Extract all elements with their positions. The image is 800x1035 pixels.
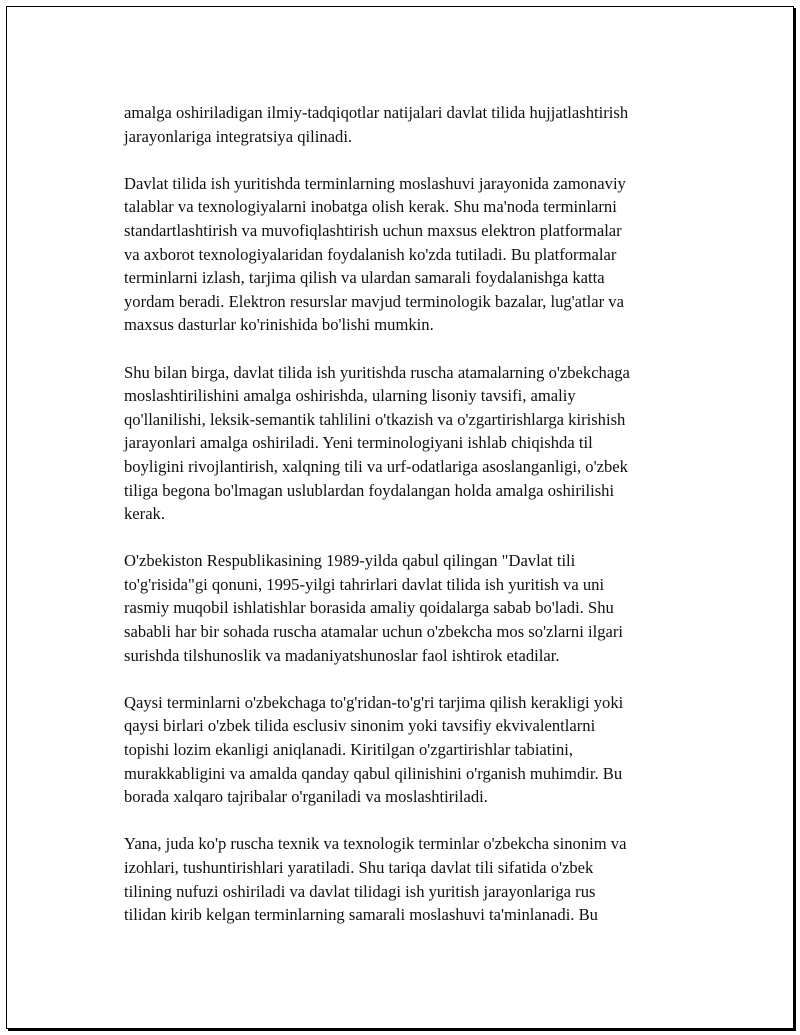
paragraph-6: Yana, juda ko'p ruscha texnik va texnologik terminlar o'zbekcha sinonim va izohlari, tushuntirishlari yaratiladi. Shu tariqa davlat tili sifatida o'zbek tilining nufuzi oshiriladi va davlat tilidagi ish yuritish jarayonlariga rus tilidan kirib kelgan terminlarning samarali moslashuvi ta'minlanadi. Bu [124,834,627,925]
paragraph-4: O'zbekiston Respublikasining 1989-yilda qabul qilingan "Davlat tili to'g'risida"gi qonuni, 1995-yilgi tahrirlari davlat tilida ish yuritish va uni rasmiy muqobil ishlatishlar borasida amaliy qoidalarga sabab bo'ladi. Shu sababli har bir sohada ruscha atamalar uchun o'zbekcha mos so'zlarni ilgari surishda tilshunoslik va madaniyatshunoslar faol ishtirok etadilar. [124,551,623,665]
paragraph-3: Shu bilan birga, davlat tilida ish yuritishda ruscha atamalarning o'zbekchaga moslashtirilishini amalga oshirishda, ularning lisoniy tavsifi, amaliy qo'llanilishi, leksik-semantik tahlilini o'tkazish va o'zgartirishlarga kirishish jarayonlari amalga oshiriladi. Yeni terminologiyani ishlab chiqishda til boyligini rivojlantirish, xalqning tili va urf-odatlariga asoslanganligi, o'zbek tiliga begona bo'lmagan uslublardan foydalangan holda amalga oshirilishi kerak. [124,362,630,524]
page-frame [6,6,794,1029]
document-body [124,101,699,927]
paragraph-1: amalga oshiriladigan ilmiy-tadqiqotlar natijalari davlat tilida hujjatlashtirish jarayonlariga integratsiya qilinadi. [124,103,629,146]
paragraph-2: Davlat tilida ish yuritishda terminlarning moslashuvi jarayonida zamonaviy talablar va texnologiyalarni inobatga olish kerak. Shu ma'noda terminlarni standartlashtirish va muvofiqlashtirish uchun maxsus elektron platformalar va axborot texnologiyalaridan foydalanish ko'zda tutiladi. Bu platformalar terminlarni izlash, tarjima qilish va ulardan samarali foydalanishga katta yordam beradi. Elektron resurslar mavjud terminologik bazalar, lug'atlar va maxsus dasturlar ko'rinishida bo'lishi mumkin. [124,173,626,335]
paragraph-5: Qaysi terminlarni o'zbekchaga to'g'ridan-to'g'ri tarjima qilish kerakligi yoki qaysi birlari o'zbek tilida esclusiv sinonim yoki tavsifiy ekvivalentlarni topishi lozim ekanligi aniqlanadi. Kiritilgan o'zgartirishlar tabiatini, murakkabligini va amalda qanday qabul qilinishini o'rganish muhimdir. Bu borada xalqaro tajribalar o'rganiladi va moslashtiriladi. [124,692,624,807]
